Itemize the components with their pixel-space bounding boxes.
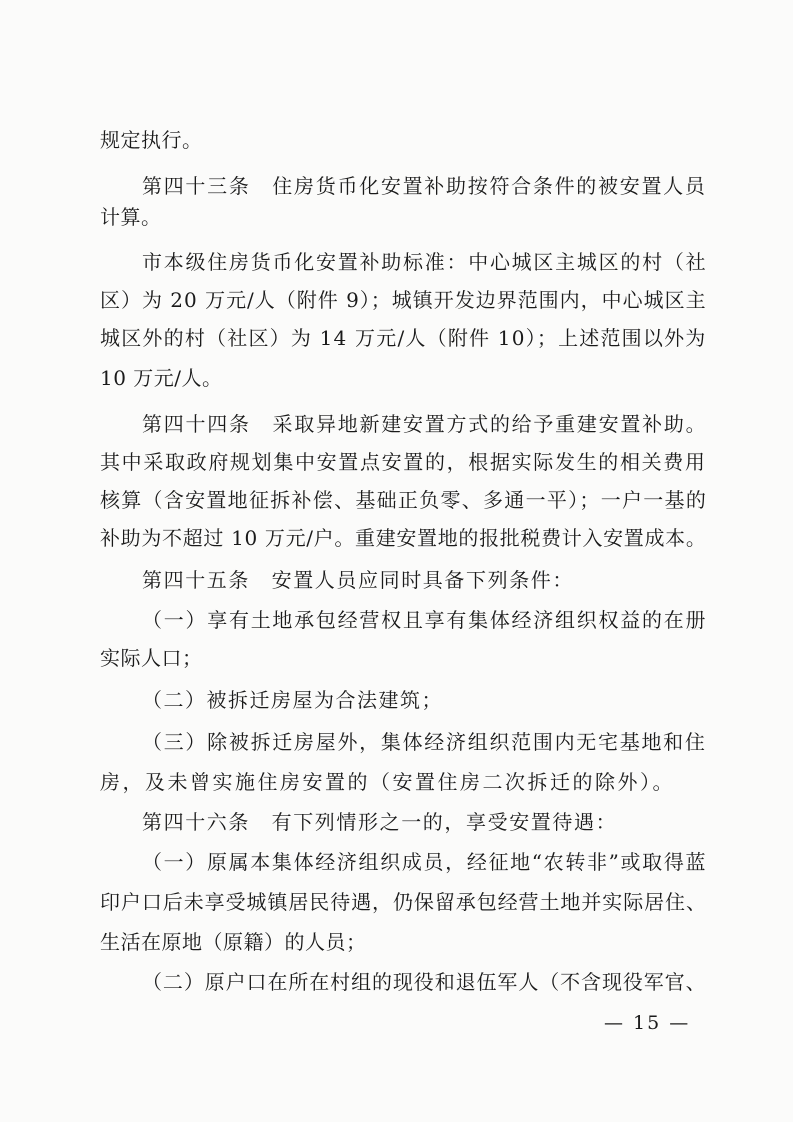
text-line-18: 第四十六条 有下列情形之一的，享受安置待遇： <box>142 810 618 834</box>
text-line-12: 第四十五条 安置人员应同时具备下列条件： <box>142 568 574 592</box>
text-line-15: （二）被拆迁房屋为合法建筑； <box>142 688 443 712</box>
text-line-9: 其中采取政府规划集中安置点安置的，根据实际发生的相关费用 <box>100 450 707 474</box>
text-line-10: 核算（含安置地征拆补偿、基础正负零、多通一平）；一户一基的 <box>100 488 708 512</box>
text-line-11: 补助为不超过 10 万元/户。重建安置地的报批税费计入安置成本。 <box>100 526 707 550</box>
text-line-20: 印户口后未享受城镇居民待遇，仍保留承包经营土地并实际居住、 <box>100 890 707 914</box>
text-line-2: 第四十三条 住房货币化安置补助按符合条件的被安置人员 <box>142 174 707 198</box>
text-line-16: （三）除被拆迁房屋外，集体经济组织范围内无宅基地和住 <box>142 730 707 754</box>
text-line-5: 区）为 20 万元/人（附件 9）；城镇开发边界范围内，中心城区主 <box>100 288 707 312</box>
text-line-4: 市本级住房货币化安置补助标准：中心城区主城区的村（社 <box>142 250 708 274</box>
text-line-3: 计算。 <box>100 205 162 229</box>
text-line-19: （一）原属本集体经济组织成员，经征地“农转非”或取得蓝 <box>142 850 708 874</box>
text-line-1: 规定执行。 <box>100 128 203 152</box>
text-line-22: （二）原户口在所在村组的现役和退伍军人（不含现役军官、 <box>142 970 707 994</box>
text-line-13: （一）享有土地承包经营权且享有集体经济组织权益的在册 <box>142 608 708 632</box>
page-number: — 15 — <box>604 1012 691 1034</box>
text-line-14: 实际人口； <box>100 646 203 670</box>
text-line-8: 第四十四条 采取异地新建安置方式的给予重建安置补助。 <box>142 412 708 436</box>
text-line-6: 城区外的村（社区）为 14 万元/人（附件 10）；上述范围以外为 <box>100 326 707 350</box>
text-line-21: 生活在原地（原籍）的人员； <box>100 930 367 954</box>
text-line-7: 10 万元/人。 <box>100 366 223 390</box>
text-line-17: 房，及未曾实施住房安置的（安置住房二次拆迁的除外）。 <box>100 770 675 794</box>
